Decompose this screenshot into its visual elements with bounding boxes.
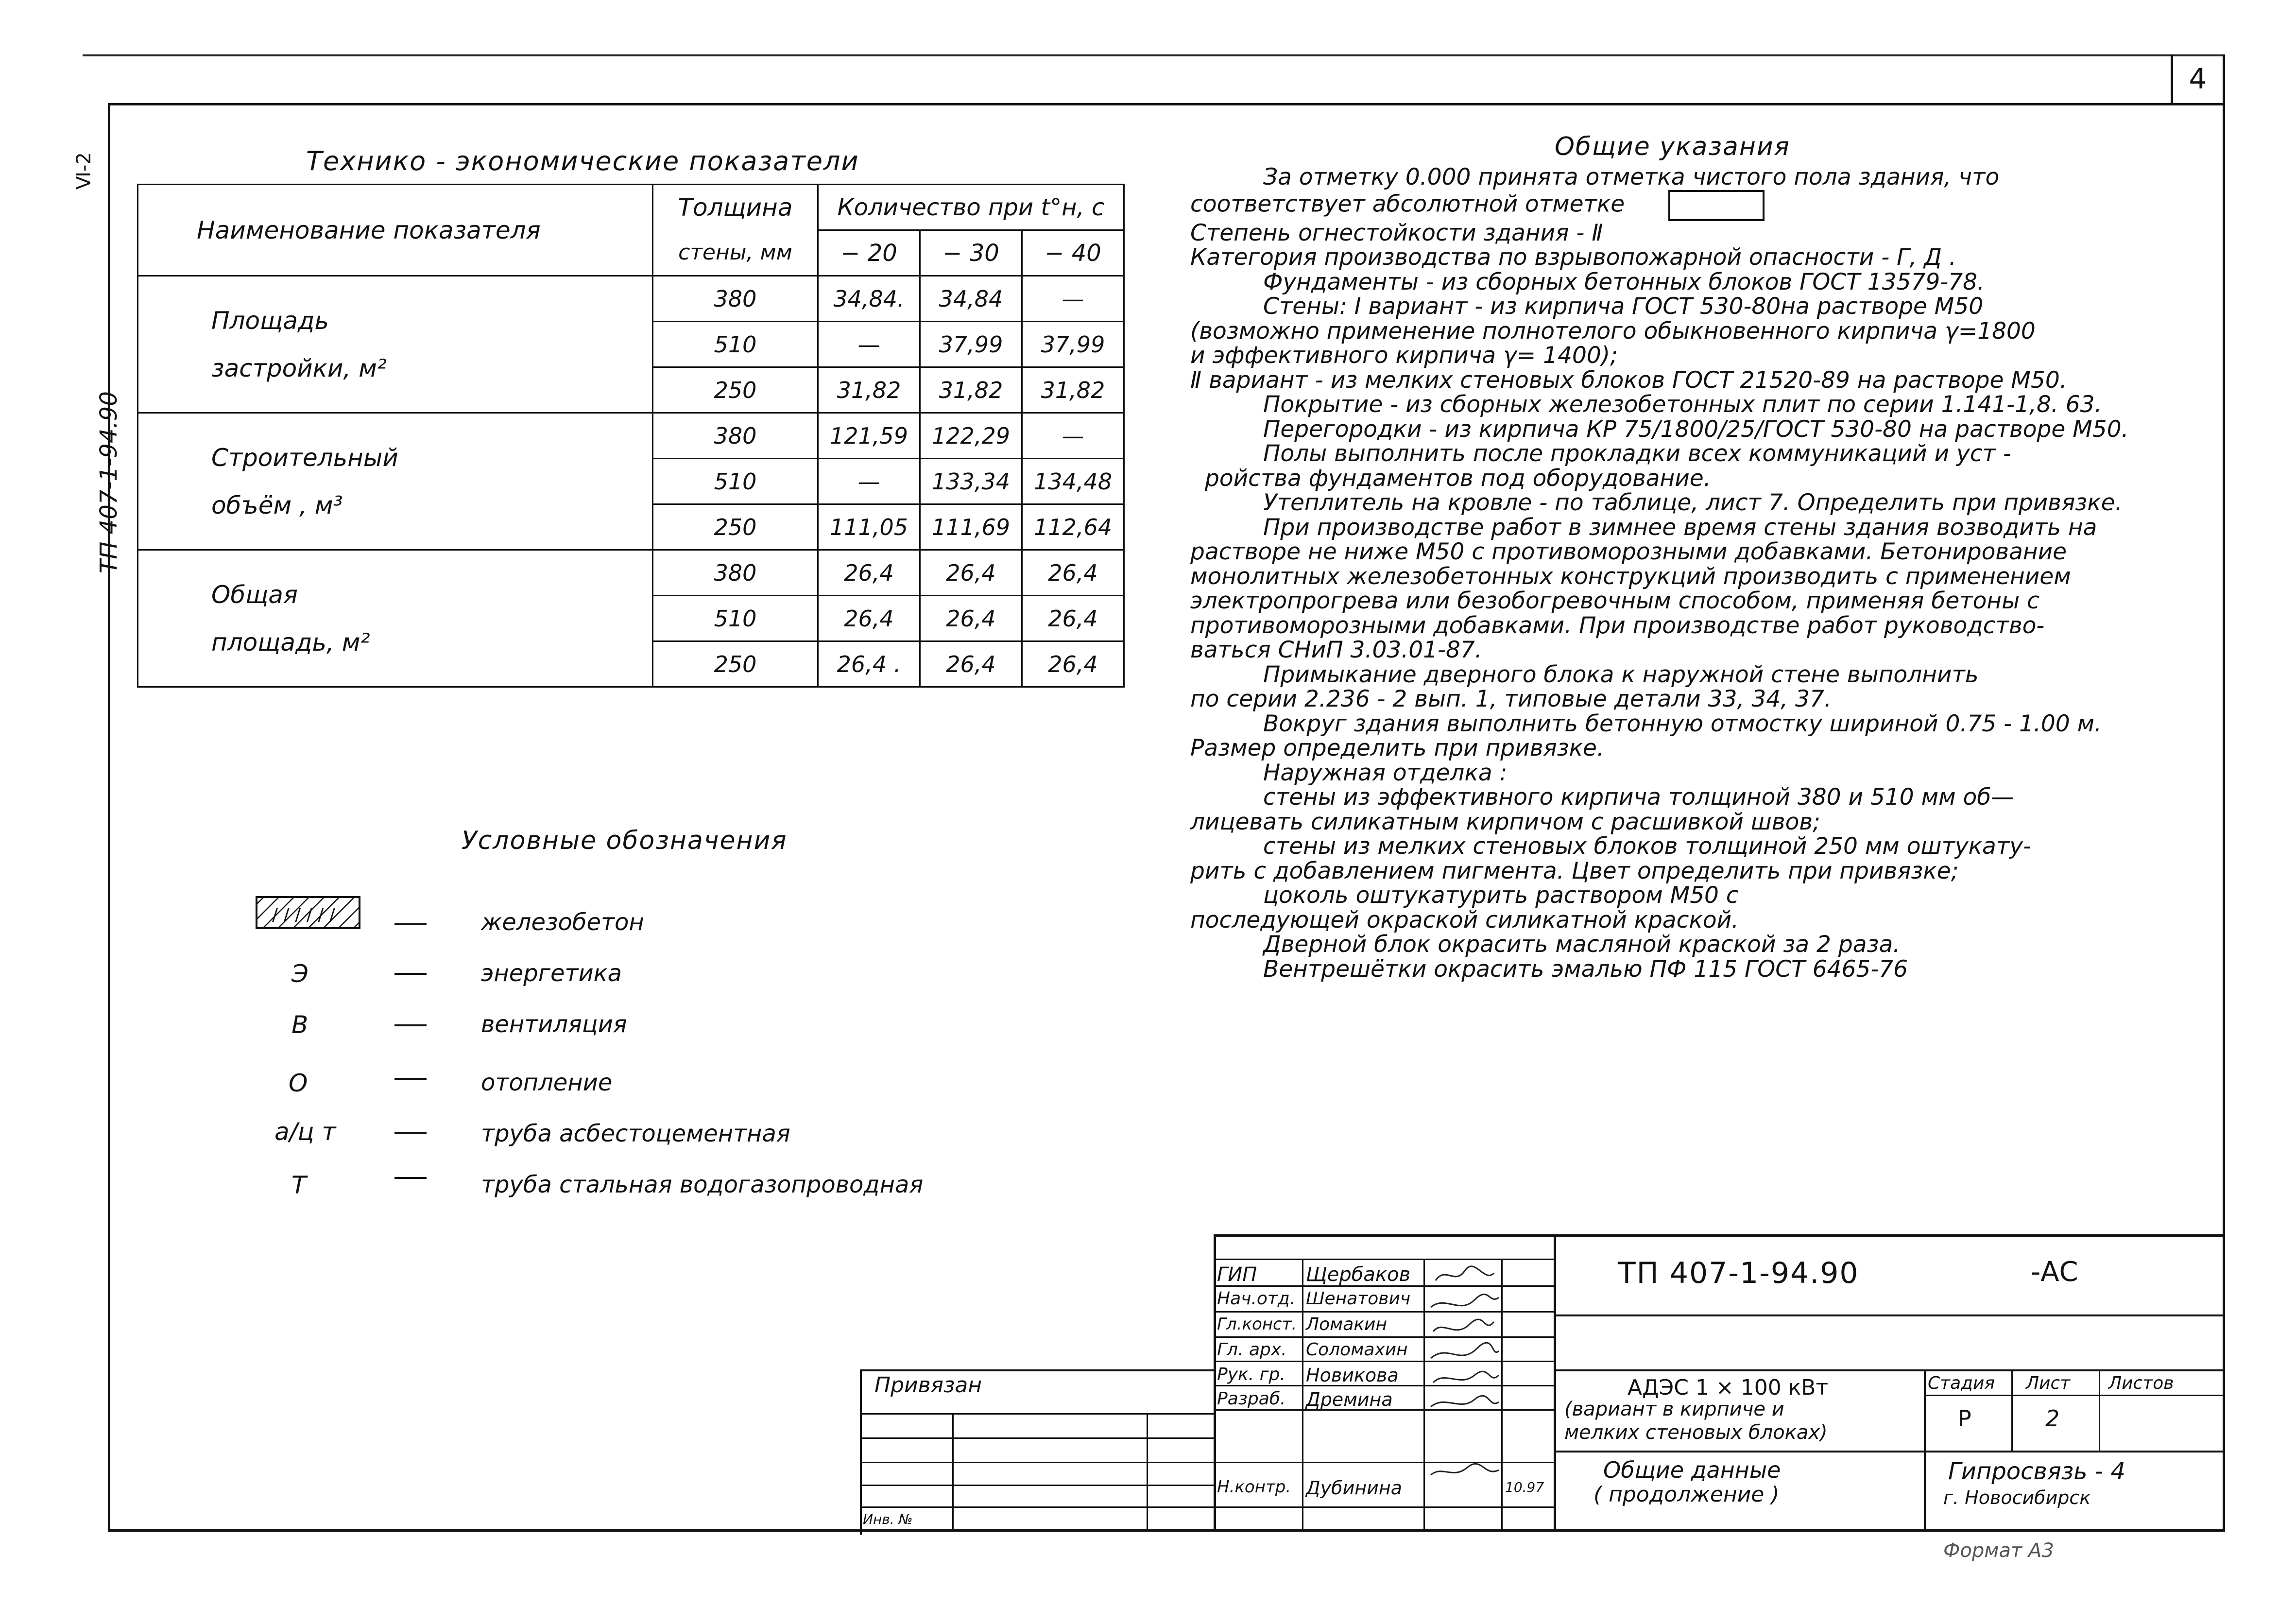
header-thickness-unit: стены, мм [653,230,818,276]
cell: — [818,322,920,367]
approval-date: 10.97 [1505,1479,1544,1495]
format-label: Формат А3 [1943,1539,2054,1562]
cell: 34,84. [818,276,920,322]
elevation-box [1668,190,1765,221]
sheet-value: 2 [2045,1405,2060,1432]
note-line: Вентрешётки окрасить эмалью ПФ 115 ГОСТ 6465-76 [1263,955,1908,983]
cell: 510 [653,459,818,504]
cell: 26,4 . [818,641,920,687]
stage-label: Стадия [1928,1373,1995,1393]
role-label: Рук. гр. [1217,1365,1285,1384]
note-line: стены из эффективного кирпича толщиной 380 и 510 мм об— [1263,784,2014,811]
role-name: Дубинина [1306,1477,1402,1499]
cell: 26,4 [1022,550,1124,596]
indicators-title: Технико - экономические показатели [306,146,859,176]
note-line: последующей окраской силикатной краской. [1190,906,1739,934]
cell: 250 [653,641,818,687]
role-label: Гл.конст. [1217,1314,1297,1334]
cell: 31,82 [920,367,1022,413]
cell: — [818,459,920,504]
svg-text:/ / / / / /: / / / / / / [272,905,335,925]
note-line: Дверной блок окрасить масляной краской за 2 раза. [1263,931,1901,958]
note-line: ройства фундаментов под оборудование. [1205,465,1711,492]
note-line: по серии 2.236 - 2 вып. 1, типовые детали 33, 34, 37. [1190,686,1832,712]
indicator-name: Строительный объём , м³ [138,413,653,550]
note-line: растворе не ниже М50 с противоморозными добавками. Бетонирование [1190,538,2067,565]
cell: — [1022,413,1124,459]
note-line: Фундаменты - из сборных бетонных блоков ГОСТ 13579-78. [1263,268,1985,295]
indicators-table [137,184,1125,688]
role-name: Ломакин [1306,1314,1387,1334]
cell: 380 [653,550,818,596]
sheet-number: 4 [2171,54,2225,103]
legend-label: труба стальная водогазопроводная [481,1171,924,1198]
legend-symbol: В [291,1011,308,1039]
note-line: соответствует абсолютной отметке [1190,190,2176,221]
cell: 250 [653,367,818,413]
role-label: Н.контр. [1217,1477,1291,1497]
cell: 111,69 [920,504,1022,550]
inv-label: Инв. № [863,1511,913,1527]
legend-symbol: О [289,1069,308,1097]
legend-dash [394,973,427,975]
cell: 26,4 [920,641,1022,687]
role-label: Разраб. [1217,1389,1286,1409]
note-line: противоморозными добавками. При производстве работ руководство- [1190,612,2045,639]
cell: 250 [653,504,818,550]
legend-label: железобетон [481,909,644,936]
cell: 380 [653,276,818,322]
cell: 112,64 [1022,504,1124,550]
legend-dash [394,1177,427,1179]
cell: 37,99 [1022,322,1124,367]
notes-title: Общие указания [1555,132,1790,161]
cell: 134,48 [1022,459,1124,504]
note-line: Вокруг здания выполнить бетонную отмостку шириной 0.75 - 1.00 м. [1263,710,2102,737]
privyazan-label: Привязан [874,1373,982,1398]
cell: 26,4 [920,550,1022,596]
stage-value: Р [1958,1405,1971,1432]
cell: 26,4 [818,550,920,596]
role-name: Новикова [1306,1365,1399,1386]
signatures-icon [1426,1261,1501,1480]
organization-city: г. Новосибирск [1943,1487,2091,1508]
header-name: Наименование показателя [138,185,653,276]
object-subtitle: мелких стеновых блоках) [1564,1421,1828,1444]
note-line: рить с добавлением пигмента. Цвет определить при привязке; [1190,857,1959,884]
cell: 31,82 [818,367,920,413]
note-line: ваться СНиП 3.03.01-87. [1190,637,1482,663]
role-name: Щербаков [1306,1263,1411,1286]
top-border-line [83,54,2225,56]
legend-dash [394,1132,427,1134]
cell: 31,82 [1022,367,1124,413]
legend-symbol: а/ц т [274,1118,336,1146]
cell: 111,05 [818,504,920,550]
legend-label: энергетика [481,960,622,987]
note-line: Покрытие - из сборных железобетонных плит по серии 1.141-1,8. 63. [1263,391,2102,418]
legend-label: труба асбестоцементная [481,1120,790,1147]
note-line: Утеплитель на кровле - по таблице, лист 7. Определить при привязке. [1263,489,2123,516]
note-line: электропрогрева или безобогревочным способом, применяя бетоны с [1190,588,2040,614]
role-label: Гл. арх. [1217,1340,1287,1360]
indicator-name: Общая площадь, м² [138,550,653,687]
cell: 26,4 [818,596,920,641]
object-title: АДЭС 1 × 100 кВт [1628,1375,1829,1400]
legend-symbol: Э [291,960,308,988]
legend-label: вентиляция [481,1011,627,1038]
sheet-title-cont: ( продолжение ) [1593,1482,1780,1507]
sheet-title: Общие данные [1603,1457,1781,1483]
object-subtitle: (вариант в кирпиче и [1564,1398,1784,1420]
table-row [138,413,1124,459]
note-line: При производстве работ в зимнее время стены здания возводить на [1263,514,2097,541]
note-line: Примыкание дверного блока к наружной стене выполнить [1263,661,1979,688]
cell: 26,4 [1022,641,1124,687]
note-line: цоколь оштукатурить раствором М50 с [1263,882,1739,909]
note-line: Стены: Ⅰ вариант - из кирпича ГОСТ 530-80на растворе М50 [1263,293,1984,320]
role-label: Нач.отд. [1217,1289,1296,1309]
legend-symbol: Т [291,1171,307,1199]
note-line: За отметку 0.000 принята отметка чистого пола здания, что [1263,164,2000,190]
cell: 380 [653,413,818,459]
header-t2: − 30 [920,230,1022,276]
general-notes [1190,165,2176,982]
side-mark: Ⅵ-2 [73,152,95,190]
cell: 510 [653,322,818,367]
note-line: Полы выполнить после прокладки всех коммуникаций и уст - [1263,440,2011,467]
role-name: Шенатович [1306,1289,1411,1309]
table-row [138,276,1124,322]
cell: 122,29 [920,413,1022,459]
cell: 133,34 [920,459,1022,504]
note-line: лицевать силикатным кирпичом с расшивкой швов; [1190,808,1820,835]
note-line: и эффективного кирпича γ= 1400); [1190,342,1618,369]
indicator-name: Площадь застройки, м² [138,276,653,413]
cell: 26,4 [920,596,1022,641]
note-line: монолитных железобетонных конструкций производить с применением [1190,563,2071,590]
header-t1: − 20 [818,230,920,276]
note-line: Ⅱ вариант - из мелких стеновых блоков ГОСТ 21520-89 на растворе М50. [1190,366,2067,394]
side-document-code: ТП 407-1-94.90 [95,391,122,573]
doc-suffix: -АС [2031,1256,2078,1288]
doc-code: ТП 407-1-94.90 [1618,1256,1859,1290]
role-name: Дремина [1306,1389,1393,1410]
cell: 34,84 [920,276,1022,322]
cell: 121,59 [818,413,920,459]
note-line: Степень огнестойкости здания - Ⅱ [1190,219,1603,246]
legend-dash [394,1078,427,1080]
cell: 37,99 [920,322,1022,367]
note-line: Перегородки - из кирпича КР 75/1800/25/ГОСТ 530-80 на растворе М50. [1263,415,2129,443]
legend-dash [394,1024,427,1026]
note-line: (возможно применение полнотелого обыкновенного кирпича γ=1800 [1190,317,2036,345]
role-name: Соломахин [1306,1340,1408,1360]
cell: 26,4 [1022,596,1124,641]
organization: Гипросвязь - 4 [1948,1458,2125,1485]
legend-label: отопление [481,1069,613,1096]
cell: — [1022,276,1124,322]
role-label: ГИП [1217,1263,1257,1286]
note-line: стены из мелких стеновых блоков толщиной 250 мм оштукату- [1263,833,2031,860]
cell: 510 [653,596,818,641]
reinforced-concrete-hatch-icon [253,892,364,933]
header-thickness: Толщина [653,185,818,230]
note-line: Категория производства по взрывопожарной опасности - Г, Д . [1190,244,1956,271]
sheets-label: Листов [2108,1373,2174,1393]
legend-title: Условные обозначения [462,826,788,855]
table-row [138,550,1124,596]
sheet-label: Лист [2026,1373,2071,1393]
header-quantity: Количество при t°н, с [818,185,1124,230]
note-line: Размер определить при привязке. [1190,735,1604,761]
legend-dash [394,923,427,925]
note-line: Наружная отделка : [1263,759,1508,786]
header-t3: − 40 [1022,230,1124,276]
